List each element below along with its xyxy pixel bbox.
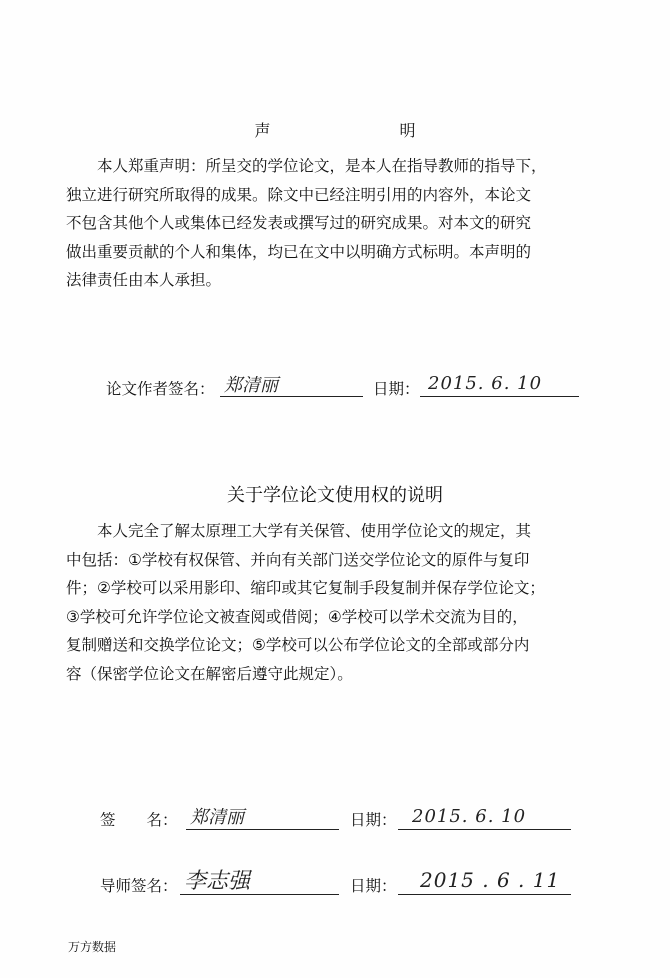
usage-line: 本人完全了解太原理工大学有关保管、使用学位论文的规定，其	[97, 522, 532, 540]
author-signature: 郑清丽	[224, 375, 278, 396]
author-signature-label: 论文作者签名：	[106, 380, 215, 398]
author-date-label: 日期：	[373, 380, 420, 398]
advisor-date-value: 2015 . 6 . 11	[420, 868, 561, 892]
advisor-signature: 李志强	[184, 869, 251, 894]
usage-line: 件；②学校可以采用影印、缩印或其它复制手段复制并保存学位论文；	[66, 579, 545, 597]
author-date-value: 2015. 6. 10	[428, 373, 543, 394]
footer-watermark: 万方数据	[68, 940, 117, 954]
declaration-line: 本人郑重声明：所呈交的学位论文，是本人在指导教师的指导下，	[97, 157, 547, 175]
declaration-line: 法律责任由本人承担。	[66, 271, 222, 289]
advisor-label: 导师签名：	[100, 877, 178, 895]
sign-signature: 郑清丽	[190, 807, 244, 828]
sign-date-label: 日期：	[350, 811, 397, 829]
declaration-line: 独立进行研究所取得的成果。除文中已经注明引用的内容外，本论文	[66, 185, 532, 204]
usage-line: 复制赠送和交换学位论文；⑤学校可以公布学位论文的全部或部分内	[66, 636, 530, 654]
declaration-line: 做出重要贡献的个人和集体，均已在文中以明确方式标明。本声明的	[66, 242, 532, 261]
usage-line: 中包括：①学校有权保管、并向有关部门送交学位论文的原件与复印	[66, 550, 530, 569]
advisor-date-label: 日期：	[350, 877, 397, 895]
usage-line: 容（保密学位论文在解密后遵守此规定）。	[66, 664, 353, 683]
usage-title: 关于学位论文使用权的说明	[227, 485, 443, 506]
usage-line: ③学校可允许学位论文被查阅或借阅；④学校可以学术交流为目的，	[66, 607, 528, 626]
declaration-line: 不包含其他个人或集体已经发表或撰写过的研究成果。对本文的研究	[66, 214, 532, 232]
usage-body	[66, 517, 606, 688]
sign-date-value: 2015. 6. 10	[412, 806, 527, 827]
declaration-body	[66, 152, 606, 295]
sign-label: 签 名：	[100, 811, 178, 829]
declaration-title: 声 明	[254, 121, 478, 140]
